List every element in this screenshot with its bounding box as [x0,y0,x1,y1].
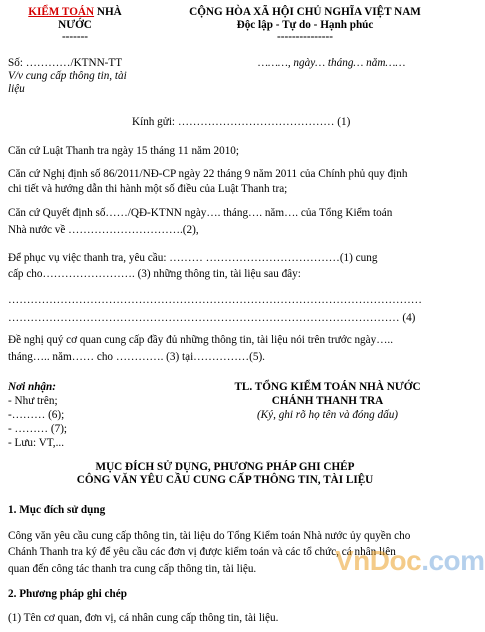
body-line: ………………………………………………………………………………………………… [8,294,422,306]
body-line: Căn cứ Nghị định số 86/2011/NĐ-CP ngày 22 tháng 9 năm 2011 của Chính phủ quy định [8,168,408,180]
agency-link[interactable]: KIỂM TOÁN [28,6,95,18]
recipient-item: - ……… (7); [8,423,68,435]
body-line: cấp cho……………………. (3) những thông tin, tài liệu sau đây: [8,268,301,280]
signature-position: CHÁNH THANH TRA [271,395,384,407]
agency-name-line2: NƯỚC [58,19,92,31]
national-title: CỘNG HÒA XÃ HỘI CHỦ NGHĨA VIỆT NAM [189,6,421,18]
section-title: MỤC ĐÍCH SỬ DỤNG, PHƯƠNG PHÁP GHI CHÉP [95,461,355,473]
body-line: Để phục vụ việc thanh tra, yêu cầu: ……… ………………………………(1) cung [8,252,378,264]
section-1-line: Công văn yêu cầu cung cấp thông tin, tài liệu do Tổng Kiểm toán Nhà nước ủy quyền cho [8,530,411,542]
body-line: Nhà nước về ………………………….(2), [8,224,199,236]
section-2-heading: 2. Phương pháp ghi chép [8,588,127,600]
agency-divider: ------- [61,31,89,43]
recipients-title: Nơi nhận: [8,381,56,393]
recipient-item: - Lưu: VT,... [8,437,64,449]
section-1-heading: 1. Mục đích sử dụng [8,504,106,516]
greeting: Kính gửi: …………………………………… (1) [132,116,351,128]
body-line: chi tiết và hướng dẫn thi hành một số điều của Luật Thanh tra; [8,183,288,195]
section-title-line2: CÔNG VĂN YÊU CẦU CUNG CẤP THÔNG TIN, TÀI LIỆU [76,474,374,486]
national-divider: --------------- [277,31,333,43]
document-subject-line2: liệu [8,83,25,95]
document-number: Số: …………/KTNN-TT [8,57,123,69]
document-subject: V/v cung cấp thông tin, tài [8,70,127,82]
body-line: Căn cứ Luật Thanh tra ngày 15 tháng 11 năm 2010; [8,145,240,157]
recipient-item: -……… (6); [8,409,65,421]
body-line: Căn cứ Quyết định số……/QĐ-KTNN ngày…. tháng…. năm…. của Tổng Kiểm toán [8,207,393,219]
section-1-line: quan đến công tác thanh tra cung cấp thông tin, tài liệu. [8,563,257,575]
signature-title: TL. TỔNG KIỂM TOÁN NHÀ NƯỚC [234,381,421,393]
body-line: …………………………………………………………………………………………… (4) [8,312,416,324]
signature-note: (Ký, ghi rõ họ tên và đóng dấu) [256,409,399,421]
agency-name: KIỂM TOÁN NHÀ [28,6,122,18]
section-2-line: (1) Tên cơ quan, đơn vị, cá nhân cung cấp thông tin, tài liệu. [8,612,279,624]
body-line: tháng….. năm…… cho …………. (3) tại……………(5). [8,351,265,363]
body-line: Đề nghị quý cơ quan cung cấp đầy đủ những thông tin, tài liệu nói trên trước ngày….. [8,334,393,346]
recipient-item: - Như trên; [8,395,58,407]
section-1-line: Chánh Thanh tra ký để yêu cầu các đơn vị được kiểm toán và các tổ chức, cá nhân liên [8,546,396,558]
watermark-logo: VnDoc.com [335,545,485,576]
national-motto: Độc lập - Tự do - Hạnh phúc [236,19,374,31]
document-date: ………, ngày… tháng… năm…… [258,57,406,69]
